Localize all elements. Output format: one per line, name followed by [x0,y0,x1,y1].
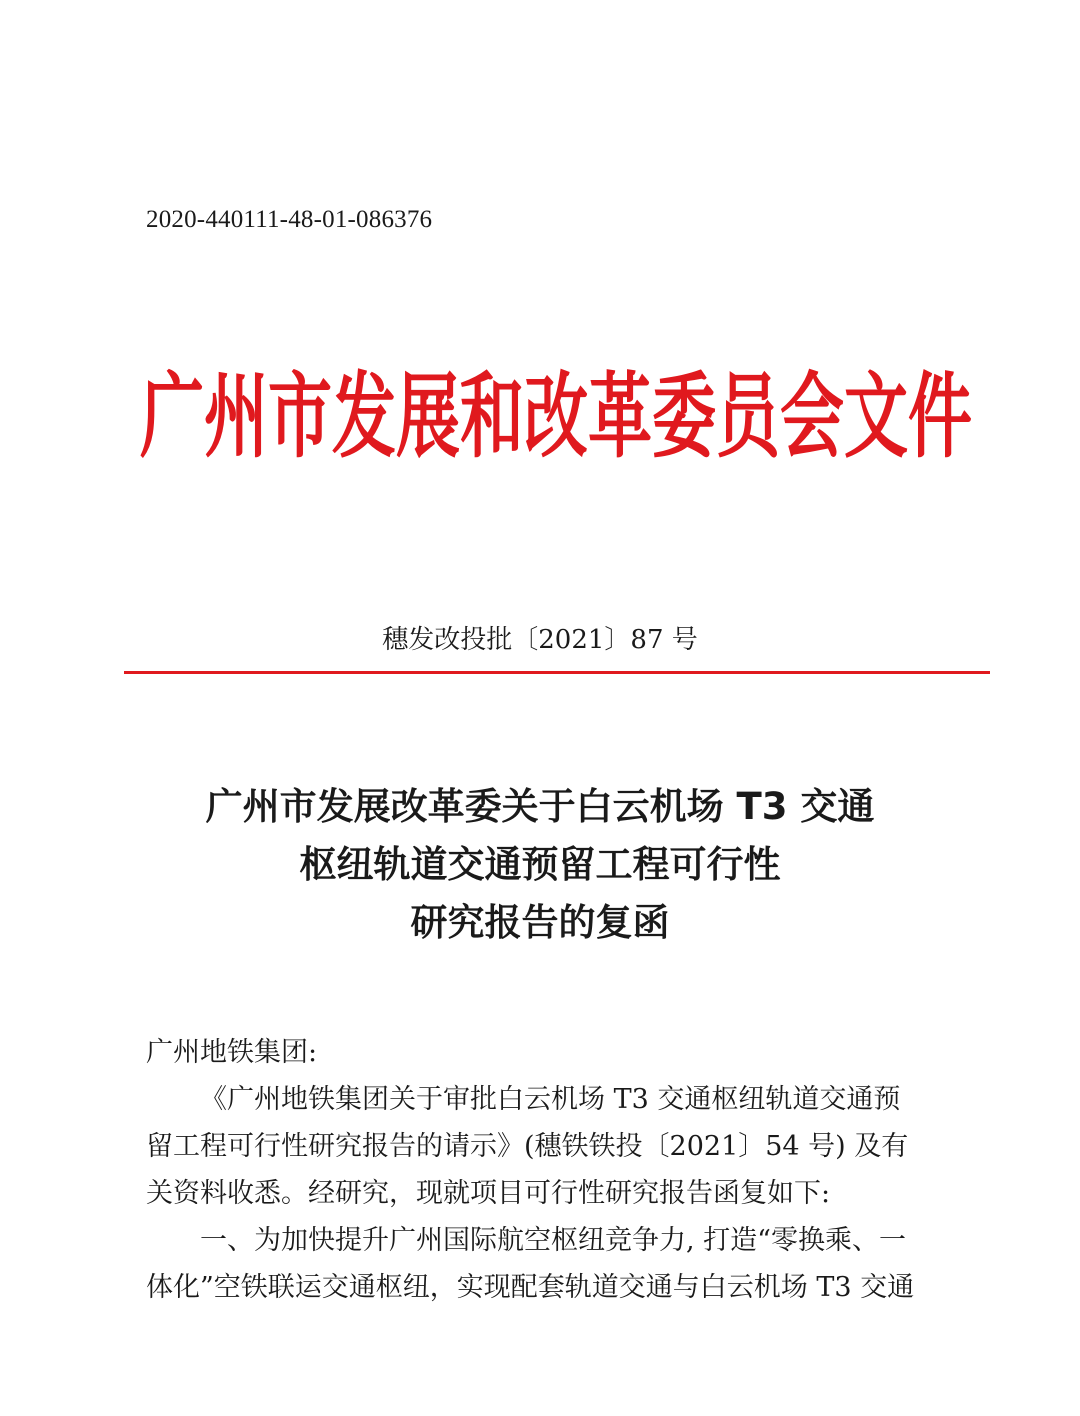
masthead-char: 和 [460,364,524,472]
title-line: 枢纽轨道交通预留工程可行性 [299,843,781,886]
document-title [0,778,1080,952]
masthead-char: 展 [396,364,460,472]
masthead-char: 员 [716,364,780,472]
masthead-char: 州 [204,364,268,472]
masthead-char: 改 [524,364,588,472]
masthead-char: 会 [780,364,844,472]
masthead-char: 革 [588,364,652,472]
title-line: 研究报告的复函 [410,901,670,944]
masthead-char: 件 [908,364,972,472]
paragraph-line: 体化”空铁联运交通枢纽，实现配套轨道交通与白云机场 T3 交通 [146,1272,915,1303]
paragraph-line: 留工程可行性研究报告的请示》(穗铁铁投〔2021〕54 号) 及有 [146,1131,909,1162]
paragraph-line: 关资料收悉。经研究，现就项目可行性研究报告函复如下: [146,1178,831,1209]
red-divider [124,671,990,674]
masthead-char: 广 [140,364,204,472]
masthead-char: 委 [652,364,716,472]
masthead [140,364,972,472]
masthead-char: 文 [844,364,908,472]
masthead-char: 市 [268,364,332,472]
addressee: 广州地铁集团: [146,1037,318,1068]
body-text [146,1076,946,1311]
project-code: 2020-440111-48-01-086376 [146,206,433,233]
paragraph-line: 一、为加快提升广州国际航空枢纽竞争力, 打造“零换乘、一 [200,1225,906,1256]
paragraph-line: 《广州地铁集团关于审批白云机场 T3 交通枢纽轨道交通预 [200,1084,901,1115]
masthead-char: 发 [332,364,396,472]
title-line: 广州市发展改革委关于白云机场 T3 交通 [205,785,875,828]
file-number: 穗发改投批〔2021〕87 号 [382,625,698,655]
